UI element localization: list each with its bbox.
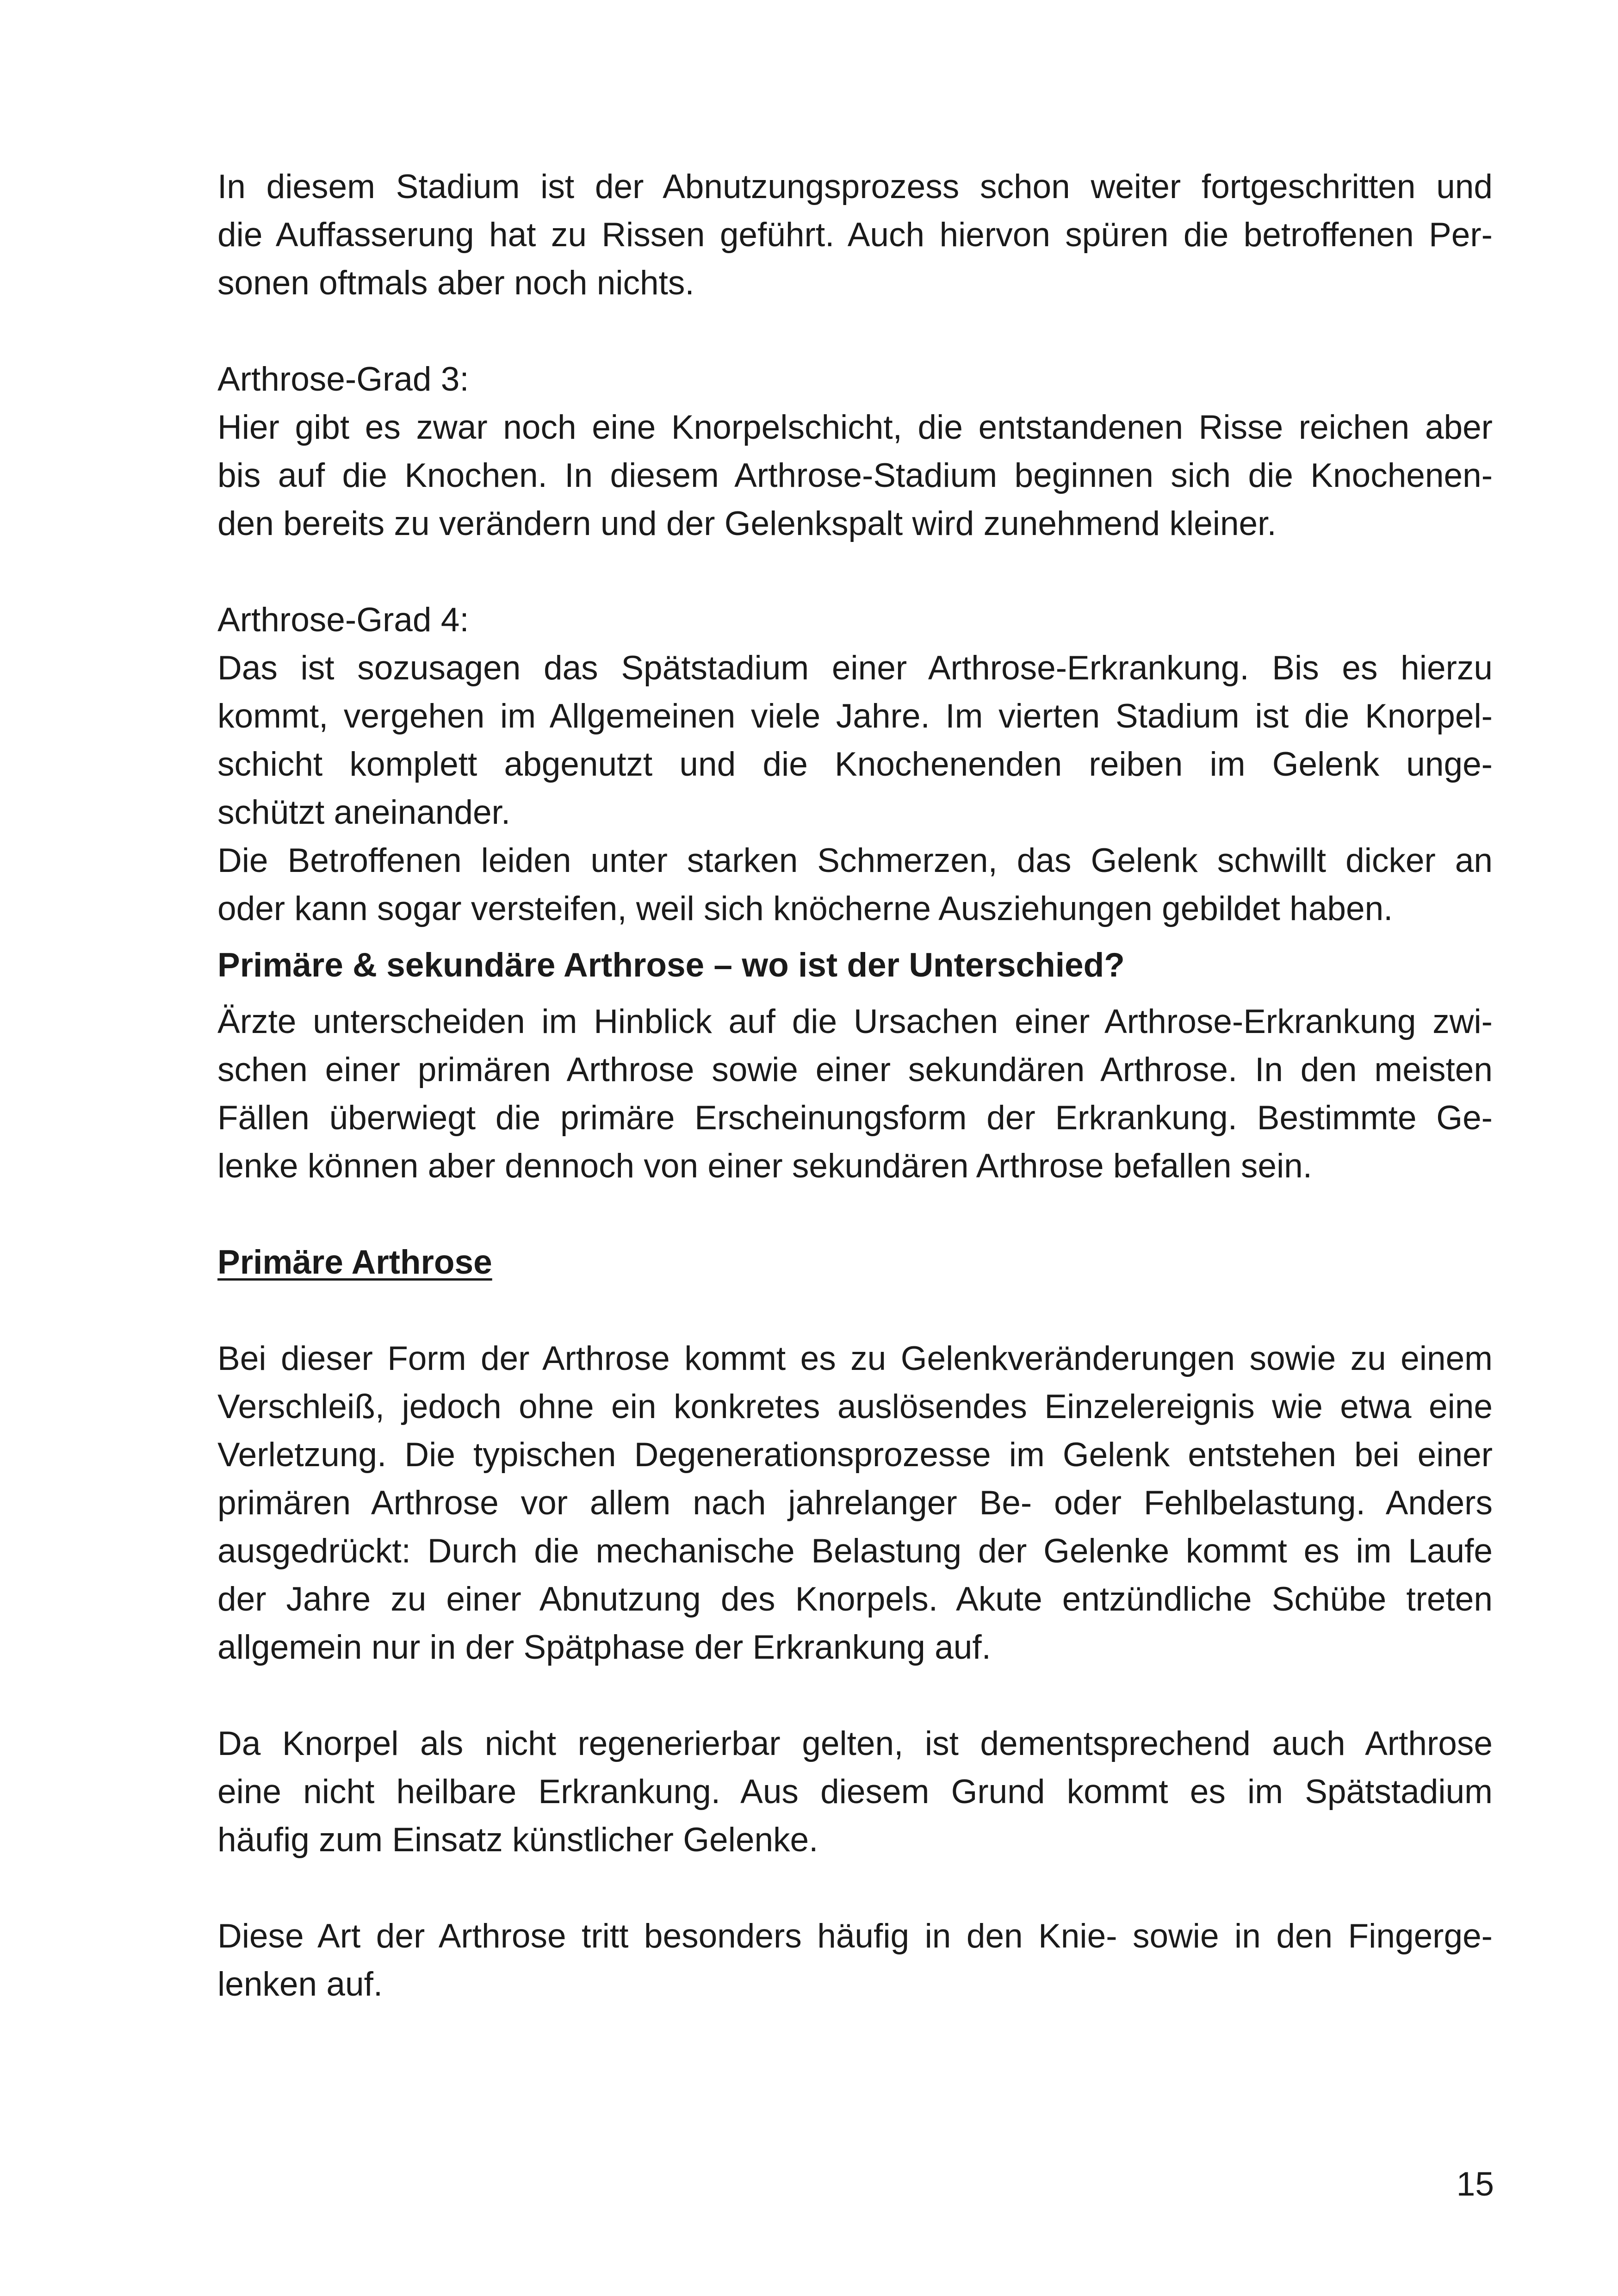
section-heading-primary-secondary: Primäre & sekundäre Arthrose – wo ist der Unterschied?	[217, 946, 1125, 984]
spacer	[217, 989, 1493, 998]
text-line: lenken auf.	[217, 1966, 383, 2003]
text-line: Diese Art der Arthrose tritt besonders häufig in den Knie- sowie in den Fingerge-	[217, 1917, 1493, 1955]
subheading-primary-arthrose: Primäre Arthrose	[217, 1244, 492, 1281]
text-line: sonen oftmals aber noch nichts.	[217, 264, 694, 302]
text-line: schützt aneinander.	[217, 794, 511, 831]
paragraph-difference	[217, 998, 1493, 1190]
text-line: bis auf die Knochen. In diesem Arthrose-Stadium beginnen sich die Knochenen-	[217, 457, 1493, 494]
text-line: Verschleiß, jedoch ohne ein konkretes auslösendes Einzelereignis wie etwa eine	[217, 1388, 1493, 1425]
spacer	[217, 307, 1493, 355]
text-line: häufig zum Einsatz künstlicher Gelenke.	[217, 1821, 818, 1859]
text-line: allgemein nur in der Spätphase der Erkrankung auf.	[217, 1629, 991, 1666]
section-grad-3	[217, 355, 1493, 548]
text-line: Die Betroffenen leiden unter starken Schmerzen, das Gelenk schwillt dicker an	[217, 842, 1493, 879]
text-line: den bereits zu verändern und der Gelenkspalt wird zunehmend kleiner.	[217, 505, 1277, 542]
spacer	[217, 1190, 1493, 1238]
text-line: schen einer primären Arthrose sowie einer sekundären Arthrose. In den meisten	[217, 1051, 1493, 1089]
text-line: Fällen überwiegt die primäre Erscheinungsform der Erkrankung. Bestimmte Ge-	[217, 1099, 1493, 1137]
text-line: Da Knorpel als nicht regenerierbar gelten, ist dementsprechend auch Arthrose	[217, 1725, 1493, 1762]
paragraph-joints	[217, 1912, 1493, 2009]
section-grad-4	[217, 596, 1493, 933]
text-line: die Auffasserung hat zu Rissen geführt. Auch hiervon spüren die betroffenen Per-	[217, 216, 1493, 254]
page-number: 15	[1456, 2165, 1494, 2203]
text-line: Das ist sozusagen das Spätstadium einer Arthrose-Erkrankung. Bis es hierzu	[217, 649, 1493, 687]
spacer	[217, 1287, 1493, 1335]
spacer	[217, 1864, 1493, 1912]
text-line: Ärzte unterscheiden im Hinblick auf die Ursachen einer Arthrose-Erkrankung zwi-	[217, 1003, 1493, 1040]
spacer	[217, 933, 1493, 941]
grad-4-label: Arthrose-Grad 4:	[217, 601, 469, 639]
spacer	[217, 548, 1493, 596]
page-content	[217, 163, 1493, 2009]
text-line: ausgedrückt: Durch die mechanische Belastung der Gelenke kommt es im Laufe	[217, 1532, 1493, 1570]
text-line: eine nicht heilbare Erkrankung. Aus diesem Grund kommt es im Spätstadium	[217, 1773, 1493, 1811]
paragraph-cartilage	[217, 1720, 1493, 1864]
paragraph-primary-description	[217, 1335, 1493, 1672]
text-line: primären Arthrose vor allem nach jahrelanger Be- oder Fehlbelastung. Anders	[217, 1484, 1493, 1522]
text-line: lenke können aber dennoch von einer sekundären Arthrose befallen sein.	[217, 1147, 1313, 1185]
grad-3-label: Arthrose-Grad 3:	[217, 361, 469, 398]
text-line: Hier gibt es zwar noch eine Knorpelschicht, die entstandenen Risse reichen aber	[217, 409, 1493, 446]
text-line: oder kann sogar versteifen, weil sich knöcherne Ausziehungen gebildet haben.	[217, 890, 1393, 927]
text-line: kommt, vergehen im Allgemeinen viele Jahre. Im vierten Stadium ist die Knorpel-	[217, 697, 1493, 735]
text-line: In diesem Stadium ist der Abnutzungsprozess schon weiter fortgeschritten und	[217, 168, 1493, 205]
spacer	[217, 1672, 1493, 1720]
text-line: Verletzung. Die typischen Degenerationsprozesse im Gelenk entstehen bei einer	[217, 1436, 1493, 1474]
text-line: Bei dieser Form der Arthrose kommt es zu Gelenkveränderungen sowie zu einem	[217, 1340, 1493, 1377]
paragraph-stage-intro	[217, 163, 1493, 307]
text-line: der Jahre zu einer Abnutzung des Knorpels. Akute entzündliche Schübe treten	[217, 1580, 1493, 1618]
text-line: schicht komplett abgenutzt und die Knochenenden reiben im Gelenk unge-	[217, 746, 1493, 783]
